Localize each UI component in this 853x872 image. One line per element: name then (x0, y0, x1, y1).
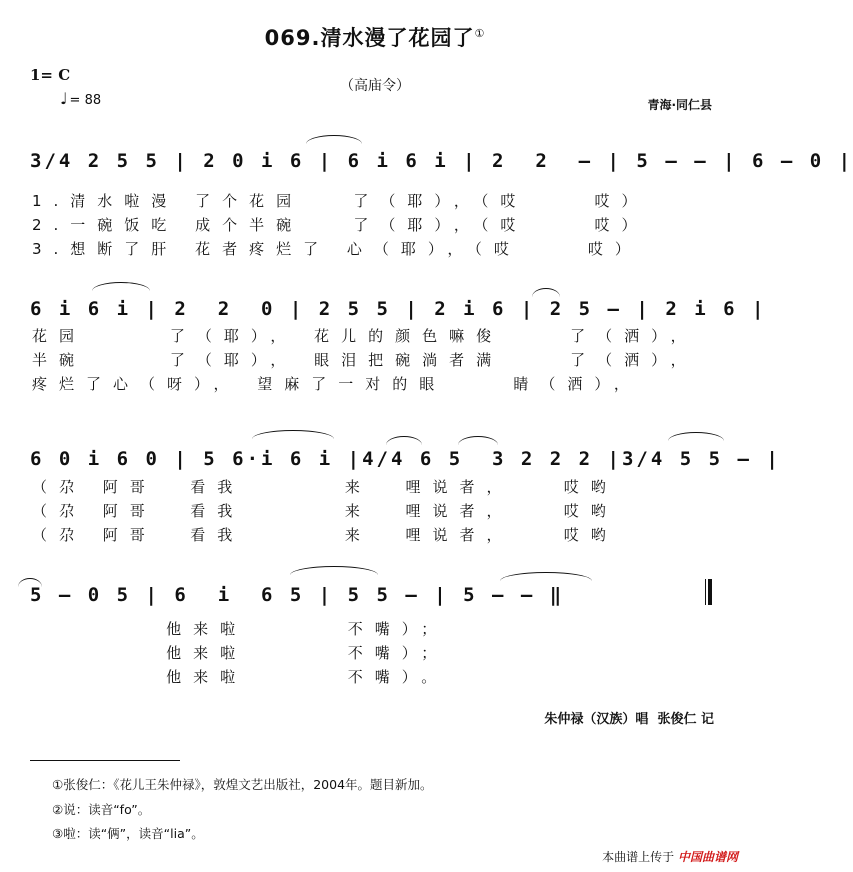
lyric-line-1-verse-2: 2.一碗饭吃 成个半碗 了（耶），（哎 哎） (32, 216, 649, 234)
lyric-line-1-verse-3: 3.想断了肝 花者疼烂了 心（耶），（哎 哎） (32, 240, 642, 258)
lyric-line-3-verse-2: （尕 阿哥 看我 来 哩说者， 哎哟 (32, 502, 618, 520)
lyric-line-2-verse-2: 半碗 了（耶）， 眼泪把碗淌者满 了（洒）， (32, 351, 698, 369)
lyric-line-2-verse-3: 疼烂了心（呀）， 望麻了一对的眼 睛（洒）， (32, 375, 641, 393)
footnote-3: ③啦：读“俩”，读音“lia”。 (52, 826, 204, 841)
lyric-line-1-verse-1: 1.清水啦漫 了个花园 了（耶），（哎 哎） (32, 192, 649, 210)
notation-line-3: 6 0 i 6 0 | 5 6·i 6 i |4/4 6 5 3 2 2 2 |3/4 5 5 — | (30, 448, 781, 470)
notation-line-1: 3/4 2 5 5 | 2 0 i 6 | 6 i 6 i | 2 2 — | 5 — — | 6 — 0 | (30, 150, 853, 172)
final-barline (705, 579, 712, 605)
site-logo[interactable]: 中国曲谱网 (677, 850, 738, 864)
region-label: 青海·同仁县 (647, 98, 712, 112)
watermark-prefix: 本曲谱上传于 (602, 850, 675, 864)
tune-name: （高庙令） (340, 78, 410, 94)
slur (668, 432, 724, 441)
slur (290, 566, 378, 575)
slur (458, 436, 498, 445)
notation-line-2: 6 i 6 i | 2 2 0 | 2 5 5 | 2 i 6 | 2 5 — | 2 i 6 | (30, 298, 767, 320)
slur (386, 436, 422, 445)
footnote-2: ②说：读音“fo”。 (52, 802, 151, 817)
notation-line-4: 5 — 0 5 | 6 i 6 5 | 5 5 — | 5 — — ‖ (30, 584, 565, 606)
title-footnote-mark: ① (474, 27, 486, 40)
page-title (0, 22, 750, 52)
slur (500, 572, 592, 581)
lyric-line-4-verse-1: 他来啦 不嘴）； (32, 620, 449, 638)
key-signature: 1= C (30, 66, 71, 84)
title-text: 069.清水漫了花园了 (264, 26, 475, 50)
slur (532, 288, 560, 297)
footnote-divider (30, 760, 180, 761)
lyric-line-2-verse-1: 花园 了（耶）， 花儿的颜色嘛俊 了（洒）， (32, 327, 698, 345)
lyric-line-4-verse-3: 他来啦 不嘴）。 (32, 668, 449, 686)
quarter-note-icon: ♩ (60, 89, 68, 108)
lyric-line-3-verse-3: （尕 阿哥 看我 来 哩说者， 哎哟 (32, 526, 618, 544)
slur (306, 135, 362, 144)
footnote-1: ①张俊仁：《花儿王朱仲禄》，敦煌文艺出版社，2004年。题目新加。 (52, 777, 433, 792)
site-watermark (602, 848, 738, 865)
performer-credit: 朱仲禄（汉族）唱 张俊仁 记 (544, 712, 714, 727)
lyric-line-3-verse-1: （尕 阿哥 看我 来 哩说者， 哎哟 (32, 478, 618, 496)
slur (92, 282, 150, 291)
tempo-text: = 88 (69, 93, 102, 108)
lyric-line-4-verse-2: 他来啦 不嘴）； (32, 644, 449, 662)
slur (252, 430, 334, 439)
